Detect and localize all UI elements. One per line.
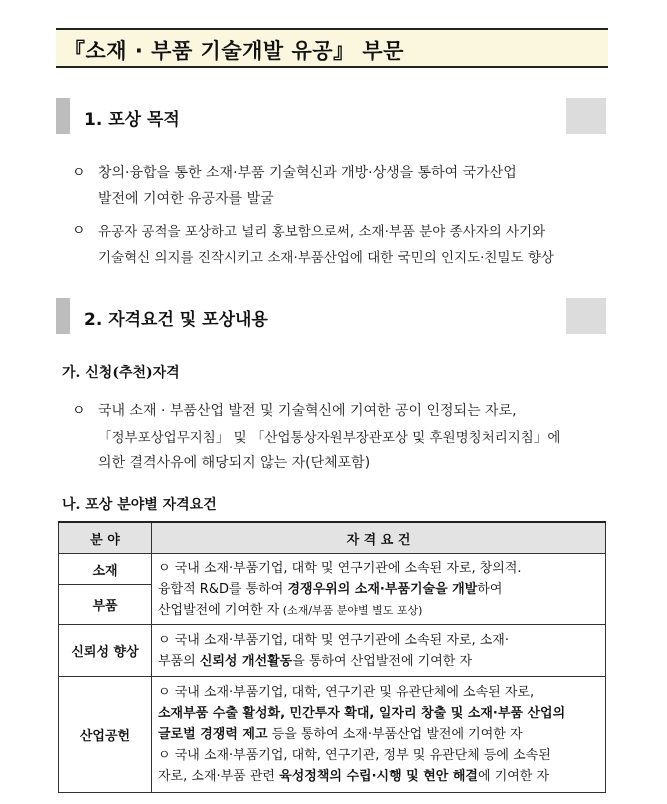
purpose-2-line-1: 유공자 공적을 포상하고 널리 홍보함으로써, 소재·부품 분야 종사자의 사기와 (98, 224, 546, 240)
req-text: 을 통하여 산업발전에 기여한 자 (292, 653, 473, 669)
bullet-2: ㅇ (72, 223, 86, 239)
section-2-header (56, 298, 606, 334)
subsection-b-title: 나. 포상 분야별 자격요건 (62, 497, 217, 513)
req-line: ㅇ 국내 소재·부품기업, 대학 및 연구기관에 소속된 자로, 창의적. (158, 560, 522, 576)
req-text: 에 기여한 자 (478, 769, 550, 784)
req-line (158, 724, 599, 745)
req-emphasis: 경쟁우위의 소재·부품기술을 개발 (287, 581, 478, 597)
section-1-header (56, 98, 606, 134)
subsection-a-title: 가. 신청(추천)자격 (62, 365, 180, 381)
category-reliability: 신뢰성 향상 (59, 625, 152, 677)
req-line: ㅇ 국내 소재·부품기업, 대학, 연구기관, 정부 및 유관단체 등에 소속된 (158, 748, 551, 763)
req-emphasis: 소재부품 수출 활성화, 민간투자 확대, 일자리 창출 및 소재·부품 산업의 (158, 706, 566, 721)
req-text: 자로, 소재·부품 관련 (158, 769, 280, 784)
req-line (158, 766, 599, 787)
eligibility-line-2: 「정부포상업무지침」 및 「산업통상자원부장관포상 및 후원명칭처리지침」에 (98, 430, 561, 446)
requirement-material-parts (152, 554, 606, 625)
req-emphasis: 신뢰성 개선활동 (199, 653, 293, 669)
bullet-3: ㅇ (72, 403, 86, 419)
category-industry-contribution: 산업공헌 (59, 677, 152, 793)
section-1-title: 1. 포상 목적 (84, 110, 180, 130)
requirement-reliability (152, 625, 606, 677)
header-field: 분 야 (59, 522, 152, 554)
title-box (56, 28, 608, 68)
req-text: 하여 (477, 581, 503, 597)
req-text: 산업발전에 기여한 자 (158, 602, 280, 618)
req-emphasis: 육성정책의 수립·시행 및 현안 해결 (279, 769, 478, 784)
req-text: 부품의 (158, 653, 200, 669)
bullet-1: ㅇ (72, 165, 86, 181)
req-emphasis: 글로벌 경쟁력 제고 (158, 727, 268, 742)
requirements-table (58, 521, 606, 793)
page-title: 『소재 · 부품 기술개발 유공』 부문 (64, 39, 404, 63)
req-text: 융합적 R&D를 통하여 (158, 581, 288, 597)
eligibility-line-3: 의한 결격사유에 해당되지 않는 자(단체포함) (98, 455, 371, 471)
req-note: (소재/부품 분야별 별도 포상) (279, 603, 423, 617)
purpose-1-line-2: 발전에 기여한 유공자를 발굴 (98, 191, 274, 207)
requirement-industry-contribution (152, 677, 606, 793)
purpose-1-line-1: 창의·융합을 통한 소재·부품 기술혁신과 개방·상생을 통하여 국가산업 (98, 165, 517, 181)
req-line (158, 651, 599, 672)
req-text: 등을 통하여 소재·부품산업 발전에 기여한 자 (267, 727, 523, 742)
category-parts: 부품 (59, 585, 152, 625)
req-line: ㅇ 국내 소재·부품기업, 대학, 연구기관 및 유관단체에 소속된 자로, (158, 685, 535, 700)
section-2-title: 2. 자격요건 및 포상내용 (84, 310, 268, 330)
purpose-2-line-2: 기술혁신 의지를 진작시키고 소재·부품산업에 대한 국민의 인지도·친밀도 향상 (98, 250, 554, 266)
req-line (158, 579, 599, 600)
req-line (158, 600, 599, 621)
eligibility-line-1: 국내 소재 · 부품산업 발전 및 기술혁신에 기여한 공이 인정되는 자로, (98, 403, 517, 419)
category-material: 소재 (59, 554, 152, 585)
req-line: ㅇ 국내 소재·부품기업, 대학 및 연구기관에 소속된 자로, 소재· (158, 632, 509, 648)
header-requirements: 자 격 요 건 (152, 522, 606, 554)
